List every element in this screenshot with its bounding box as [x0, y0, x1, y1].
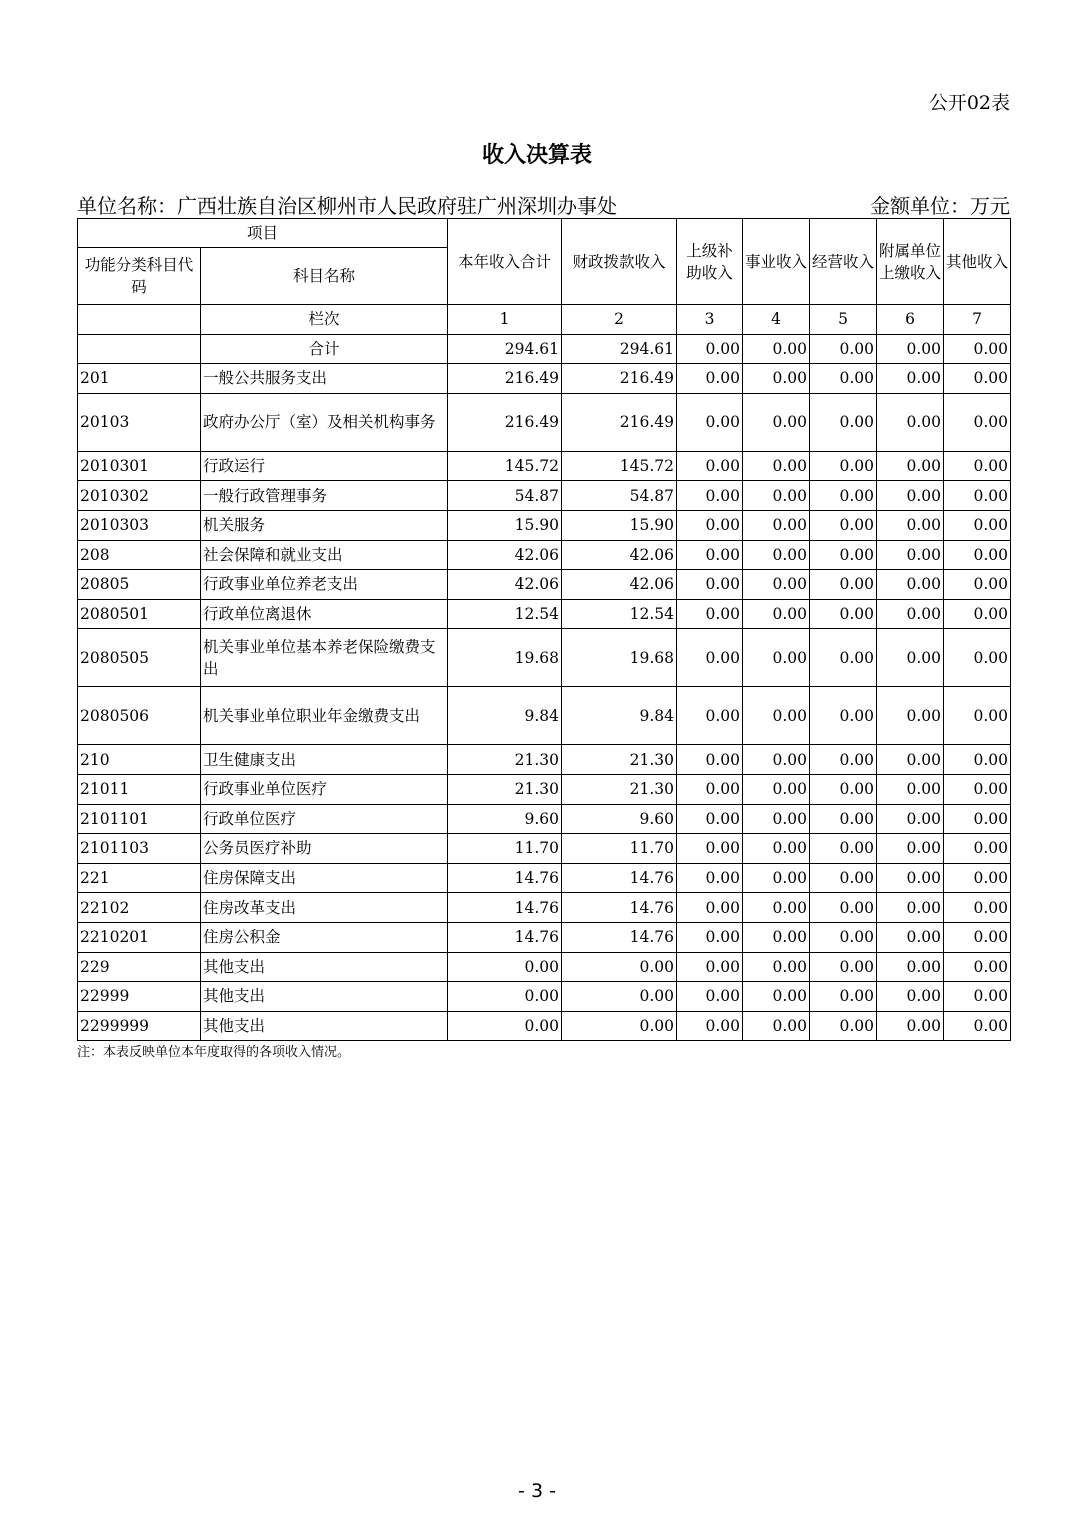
row-value: 0.00 — [944, 510, 1011, 540]
total-label: 合计 — [201, 334, 448, 364]
row-subject-name: 行政事业单位医疗 — [201, 774, 448, 804]
row-value: 0.00 — [743, 451, 810, 481]
row-value: 42.06 — [562, 540, 677, 570]
row-value: 0.00 — [743, 599, 810, 629]
table-body — [78, 305, 1011, 1041]
row-value: 0.00 — [944, 952, 1011, 982]
header-total: 本年收入合计 — [448, 219, 562, 305]
table-note: 注：本表反映单位本年度取得的各项收入情况。 — [77, 1045, 351, 1060]
row-value: 0.00 — [944, 1011, 1011, 1041]
row-value: 145.72 — [562, 451, 677, 481]
row-value: 0.00 — [944, 774, 1011, 804]
row-value: 0.00 — [810, 599, 877, 629]
row-value: 0.00 — [810, 745, 877, 775]
row-value: 0.00 — [877, 570, 944, 600]
row-code: 20103 — [78, 393, 201, 451]
row-code: 208 — [78, 540, 201, 570]
table-row — [78, 834, 1011, 864]
column-number-label: 栏次 — [201, 305, 448, 335]
row-subject-name: 机关事业单位基本养老保险缴费支出 — [201, 629, 448, 687]
table-row — [78, 364, 1011, 394]
row-subject-name: 住房公积金 — [201, 922, 448, 952]
row-code: 2080506 — [78, 687, 201, 745]
row-value: 0.00 — [877, 863, 944, 893]
row-value: 0.00 — [743, 570, 810, 600]
form-id: 公开02表 — [928, 92, 1010, 114]
row-subject-name: 一般行政管理事务 — [201, 481, 448, 511]
row-subject-name: 一般公共服务支出 — [201, 364, 448, 394]
table-row — [78, 599, 1011, 629]
row-value: 0.00 — [743, 745, 810, 775]
row-value: 0.00 — [944, 922, 1011, 952]
row-value: 14.76 — [562, 863, 677, 893]
row-value: 0.00 — [810, 982, 877, 1012]
row-value: 0.00 — [810, 922, 877, 952]
total-value: 0.00 — [810, 334, 877, 364]
row-value: 0.00 — [944, 570, 1011, 600]
row-value: 0.00 — [677, 540, 743, 570]
row-value: 0.00 — [448, 952, 562, 982]
row-subject-name: 行政单位医疗 — [201, 804, 448, 834]
row-value: 15.90 — [562, 510, 677, 540]
row-subject-name: 机关服务 — [201, 510, 448, 540]
total-value: 0.00 — [944, 334, 1011, 364]
row-code: 2210201 — [78, 922, 201, 952]
column-number-code — [78, 305, 201, 335]
row-subject-name: 公务员医疗补助 — [201, 834, 448, 864]
row-value: 0.00 — [677, 774, 743, 804]
row-code: 201 — [78, 364, 201, 394]
row-value: 0.00 — [944, 451, 1011, 481]
row-subject-name: 其他支出 — [201, 1011, 448, 1041]
row-value: 0.00 — [810, 364, 877, 394]
row-value: 0.00 — [677, 952, 743, 982]
row-value: 14.76 — [448, 863, 562, 893]
row-value: 0.00 — [810, 451, 877, 481]
row-code: 22102 — [78, 893, 201, 923]
row-value: 216.49 — [448, 393, 562, 451]
row-value: 0.00 — [810, 893, 877, 923]
table-row — [78, 570, 1011, 600]
page-number: - 3 - — [518, 1480, 556, 1502]
row-value: 0.00 — [677, 629, 743, 687]
row-value: 12.54 — [448, 599, 562, 629]
header-other: 其他收入 — [944, 219, 1011, 305]
row-value: 0.00 — [743, 364, 810, 394]
row-value: 21.30 — [448, 774, 562, 804]
row-value: 0.00 — [877, 774, 944, 804]
row-value: 14.76 — [448, 893, 562, 923]
row-value: 0.00 — [810, 952, 877, 982]
row-subject-name: 社会保障和就业支出 — [201, 540, 448, 570]
row-value: 0.00 — [877, 1011, 944, 1041]
row-value: 9.84 — [448, 687, 562, 745]
row-value: 0.00 — [877, 982, 944, 1012]
row-value: 9.60 — [562, 804, 677, 834]
row-subject-name: 政府办公厅（室）及相关机构事务 — [201, 393, 448, 451]
row-value: 0.00 — [877, 540, 944, 570]
row-value: 0.00 — [743, 393, 810, 451]
row-value: 0.00 — [944, 629, 1011, 687]
row-value: 0.00 — [810, 1011, 877, 1041]
row-value: 15.90 — [448, 510, 562, 540]
row-code: 2010302 — [78, 481, 201, 511]
row-value: 54.87 — [448, 481, 562, 511]
row-value: 0.00 — [810, 863, 877, 893]
column-number: 4 — [743, 305, 810, 335]
row-value: 0.00 — [944, 834, 1011, 864]
row-value: 0.00 — [677, 393, 743, 451]
row-value: 0.00 — [877, 687, 944, 745]
row-code: 2010301 — [78, 451, 201, 481]
table-row — [78, 510, 1011, 540]
row-value: 11.70 — [448, 834, 562, 864]
row-value: 0.00 — [677, 599, 743, 629]
row-value: 0.00 — [677, 481, 743, 511]
row-value: 0.00 — [677, 834, 743, 864]
row-code: 210 — [78, 745, 201, 775]
row-value: 0.00 — [810, 687, 877, 745]
row-value: 0.00 — [743, 893, 810, 923]
row-subject-name: 行政单位离退休 — [201, 599, 448, 629]
row-value: 0.00 — [810, 629, 877, 687]
row-value: 9.60 — [448, 804, 562, 834]
row-code: 229 — [78, 952, 201, 982]
table-row — [78, 863, 1011, 893]
row-value: 0.00 — [810, 774, 877, 804]
row-value: 0.00 — [944, 687, 1011, 745]
row-subject-name: 住房改革支出 — [201, 893, 448, 923]
row-value: 0.00 — [877, 893, 944, 923]
row-value: 21.30 — [562, 774, 677, 804]
row-value: 0.00 — [743, 863, 810, 893]
row-value: 0.00 — [877, 481, 944, 511]
row-value: 0.00 — [562, 1011, 677, 1041]
row-value: 0.00 — [944, 393, 1011, 451]
total-code — [78, 334, 201, 364]
table-row — [78, 629, 1011, 687]
header-upper: 上级补助收入 — [677, 219, 743, 305]
amount-unit: 金额单位：万元 — [870, 194, 1010, 218]
row-value: 21.30 — [562, 745, 677, 775]
unit-name: 单位名称：广西壮族自治区柳州市人民政府驻广州深圳办事处 — [77, 194, 617, 218]
row-code: 2080501 — [78, 599, 201, 629]
row-value: 0.00 — [743, 922, 810, 952]
row-value: 0.00 — [743, 834, 810, 864]
row-value: 0.00 — [743, 804, 810, 834]
row-value: 12.54 — [562, 599, 677, 629]
table-row — [78, 393, 1011, 451]
row-value: 0.00 — [743, 510, 810, 540]
row-value: 0.00 — [677, 510, 743, 540]
total-value: 0.00 — [877, 334, 944, 364]
header-affiliated: 附属单位上缴收入 — [877, 219, 944, 305]
row-value: 42.06 — [448, 540, 562, 570]
row-value: 0.00 — [743, 629, 810, 687]
row-subject-name: 机关事业单位职业年金缴费支出 — [201, 687, 448, 745]
column-number: 2 — [562, 305, 677, 335]
row-value: 42.06 — [448, 570, 562, 600]
row-value: 0.00 — [562, 982, 677, 1012]
row-value: 0.00 — [877, 745, 944, 775]
row-value: 0.00 — [877, 834, 944, 864]
row-code: 21011 — [78, 774, 201, 804]
header-operating: 经营收入 — [810, 219, 877, 305]
header-business: 事业收入 — [743, 219, 810, 305]
row-code: 22999 — [78, 982, 201, 1012]
row-value: 0.00 — [743, 540, 810, 570]
column-number-row — [78, 305, 1011, 335]
row-value: 0.00 — [743, 1011, 810, 1041]
row-value: 0.00 — [677, 982, 743, 1012]
row-subject-name: 行政运行 — [201, 451, 448, 481]
row-value: 0.00 — [677, 804, 743, 834]
row-value: 0.00 — [677, 893, 743, 923]
table-row — [78, 1011, 1011, 1041]
row-value: 0.00 — [677, 863, 743, 893]
row-value: 0.00 — [810, 481, 877, 511]
row-code: 2010303 — [78, 510, 201, 540]
row-value: 0.00 — [944, 863, 1011, 893]
row-subject-name: 其他支出 — [201, 952, 448, 982]
row-value: 0.00 — [743, 952, 810, 982]
row-value: 11.70 — [562, 834, 677, 864]
total-value: 0.00 — [743, 334, 810, 364]
table-row — [78, 451, 1011, 481]
row-value: 14.76 — [448, 922, 562, 952]
row-value: 21.30 — [448, 745, 562, 775]
column-number: 1 — [448, 305, 562, 335]
row-value: 0.00 — [810, 804, 877, 834]
table-row — [78, 774, 1011, 804]
row-subject-name: 其他支出 — [201, 982, 448, 1012]
row-value: 0.00 — [677, 745, 743, 775]
row-value: 0.00 — [448, 982, 562, 1012]
row-value: 0.00 — [944, 481, 1011, 511]
row-code: 20805 — [78, 570, 201, 600]
row-value: 0.00 — [944, 364, 1011, 394]
row-code: 2101101 — [78, 804, 201, 834]
table-row — [78, 804, 1011, 834]
row-value: 9.84 — [562, 687, 677, 745]
row-value: 42.06 — [562, 570, 677, 600]
total-value: 294.61 — [562, 334, 677, 364]
row-subject-name: 住房保障支出 — [201, 863, 448, 893]
row-value: 216.49 — [562, 393, 677, 451]
row-value: 0.00 — [677, 364, 743, 394]
row-value: 0.00 — [877, 599, 944, 629]
row-value: 216.49 — [448, 364, 562, 394]
row-value: 0.00 — [877, 629, 944, 687]
total-row — [78, 334, 1011, 364]
row-code: 2101103 — [78, 834, 201, 864]
row-value: 0.00 — [743, 774, 810, 804]
row-value: 0.00 — [877, 364, 944, 394]
row-value: 145.72 — [448, 451, 562, 481]
row-value: 0.00 — [877, 952, 944, 982]
row-value: 14.76 — [562, 922, 677, 952]
row-value: 0.00 — [877, 393, 944, 451]
table-row — [78, 952, 1011, 982]
row-value: 0.00 — [677, 1011, 743, 1041]
row-value: 54.87 — [562, 481, 677, 511]
row-code: 2299999 — [78, 1011, 201, 1041]
column-number: 7 — [944, 305, 1011, 335]
row-value: 0.00 — [743, 982, 810, 1012]
header-fiscal: 财政拨款收入 — [562, 219, 677, 305]
row-value: 0.00 — [677, 570, 743, 600]
table-row — [78, 540, 1011, 570]
row-value: 0.00 — [677, 451, 743, 481]
row-subject-name: 卫生健康支出 — [201, 745, 448, 775]
column-number: 6 — [877, 305, 944, 335]
row-value: 0.00 — [877, 804, 944, 834]
row-value: 0.00 — [562, 952, 677, 982]
header-code: 功能分类科目代码 — [78, 248, 201, 305]
row-value: 0.00 — [944, 893, 1011, 923]
row-code: 2080505 — [78, 629, 201, 687]
report-title: 收入决算表 — [481, 142, 592, 168]
table-row — [78, 745, 1011, 775]
table-row — [78, 982, 1011, 1012]
row-subject-name: 行政事业单位养老支出 — [201, 570, 448, 600]
row-value: 0.00 — [810, 393, 877, 451]
row-value: 0.00 — [944, 804, 1011, 834]
row-value: 0.00 — [677, 687, 743, 745]
column-number: 5 — [810, 305, 877, 335]
row-value: 0.00 — [944, 599, 1011, 629]
table-row — [78, 687, 1011, 745]
column-number: 3 — [677, 305, 743, 335]
row-value: 0.00 — [677, 922, 743, 952]
row-value: 0.00 — [810, 834, 877, 864]
table-row — [78, 481, 1011, 511]
row-value: 0.00 — [944, 745, 1011, 775]
row-code: 221 — [78, 863, 201, 893]
row-value: 0.00 — [877, 451, 944, 481]
header-subject: 科目名称 — [201, 248, 448, 305]
row-value: 14.76 — [562, 893, 677, 923]
row-value: 0.00 — [877, 510, 944, 540]
row-value: 0.00 — [743, 481, 810, 511]
row-value: 0.00 — [743, 687, 810, 745]
row-value: 0.00 — [810, 510, 877, 540]
header-project: 项目 — [78, 219, 448, 248]
total-value: 294.61 — [448, 334, 562, 364]
row-value: 0.00 — [810, 570, 877, 600]
income-table — [77, 218, 1011, 1041]
row-value: 19.68 — [448, 629, 562, 687]
row-value: 0.00 — [877, 922, 944, 952]
table-row — [78, 893, 1011, 923]
row-value: 0.00 — [944, 540, 1011, 570]
row-value: 0.00 — [944, 982, 1011, 1012]
row-value: 19.68 — [562, 629, 677, 687]
row-value: 0.00 — [448, 1011, 562, 1041]
table-row — [78, 922, 1011, 952]
total-value: 0.00 — [677, 334, 743, 364]
row-value: 0.00 — [810, 540, 877, 570]
row-value: 216.49 — [562, 364, 677, 394]
